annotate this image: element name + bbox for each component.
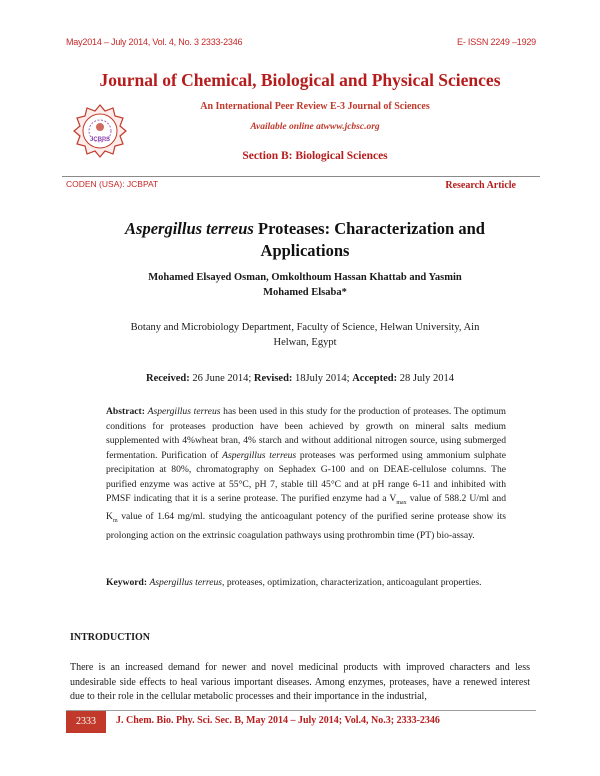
affiliation-line: Botany and Microbiology Department, Faculty of Science, Helwan University, Ain — [130, 322, 480, 333]
availability-line — [150, 122, 480, 132]
revised-label: Revised: — [253, 373, 293, 384]
journal-logo-icon — [72, 103, 128, 159]
species-name: Aspergillus terreus — [147, 406, 221, 417]
abstract — [106, 405, 506, 543]
authors-line: Mohamed Elsayed Osman, Omkolthoum Hassan Khattab and Yasmin — [148, 272, 462, 283]
abstract-text: proteases was performed using ammonium sulphate precipitation at 80%, chromatography on Sephadex G-100 and on DEAE-cellulose columns. The purified enzyme was active at 55°C, pH 7, stable till 45°C and at pH range 6-11 and inhibited with PMSF indicating that it is a serine protease. The purified enzyme had a V — [106, 449, 506, 504]
issn-line: E- ISSN 2249 –1929 — [457, 37, 536, 47]
coden-label: CODEN (USA): JCBPAT — [66, 179, 159, 189]
title-species: Aspergillus terreus — [125, 219, 254, 238]
svg-text:JCBPS: JCBPS — [89, 137, 111, 143]
footer-citation: J. Chem. Bio. Phy. Sci. Sec. B, May 2014 – July 2014; Vol.4, No.3; 2333-2346 — [116, 715, 440, 726]
abstract-text: has been used in this study for the production of proteases. The optimum conditions for proteases production have been achieved by growth on mineral salts medium supplemented with 4%wheat bran, 4% starch and without additional nitrogen source, using submerged fermentation. Purification of — [106, 406, 506, 461]
subscript-max: max — [396, 499, 407, 506]
accepted-date: 28 July 2014 — [397, 373, 454, 384]
abstract-text: value of 1.64 mg/ml. studying the anticoagulant potency of the purified serine protease show its prolonging action on the extrinsic coagulation pathways using prothrombin time (PT) bio-assay. — [106, 511, 506, 541]
revised-date: 18July 2014; — [292, 373, 353, 384]
authors — [110, 270, 500, 300]
affiliation — [100, 320, 510, 350]
journal-subtitle: An International Peer Review E-3 Journal of Sciences — [200, 101, 430, 112]
authors-line: Mohamed Elsaba* — [263, 287, 347, 298]
article-type-label: Research Article — [445, 180, 516, 191]
abstract-label: Abstract: — [106, 406, 145, 417]
journal-title: Journal of Chemical, Biological and Physical Sciences — [99, 70, 501, 90]
availability-label: Available online at — [250, 122, 324, 132]
issue-line: May2014 – July 2014, Vol. 4, No. 3 2333-2346 — [66, 37, 243, 47]
intro-heading: INTRODUCTION — [70, 632, 151, 643]
subscript-m: m — [112, 518, 118, 525]
species-name: Aspergillus terreus — [149, 577, 223, 588]
affiliation-line: Helwan, Egypt — [273, 337, 337, 348]
keyword-label: Keyword: — [106, 577, 148, 588]
keywords — [106, 576, 506, 591]
accepted-label: Accepted: — [352, 373, 398, 384]
paper-title — [90, 218, 520, 262]
species-name: Aspergillus terreus — [222, 449, 297, 461]
received-date: 26 June 2014; — [189, 373, 254, 384]
header-divider — [62, 176, 540, 177]
keyword-text: , proteases, optimization, characterization, anticoagulant properties. — [222, 577, 482, 588]
section-label: Section B: Biological Sciences — [242, 150, 388, 162]
received-label: Received: — [146, 373, 190, 384]
journal-url-link[interactable]: www.jcbsc.org — [323, 122, 380, 132]
abstract-text: value of 588.2 U/ml and K — [106, 493, 506, 523]
intro-paragraph: There is an increased demand for newer and novel medicinal products with improved characters and less undesirable side effects to heal various important diseases. Among enzymes, proteases, have a renewed interest due to their role in the cellular metabolic processes and their importance in the industrial, — [70, 662, 530, 702]
page-number: 2333 — [66, 711, 106, 733]
article-dates — [0, 373, 600, 384]
title-rest: Proteases: Characterization and Applications — [253, 219, 485, 260]
